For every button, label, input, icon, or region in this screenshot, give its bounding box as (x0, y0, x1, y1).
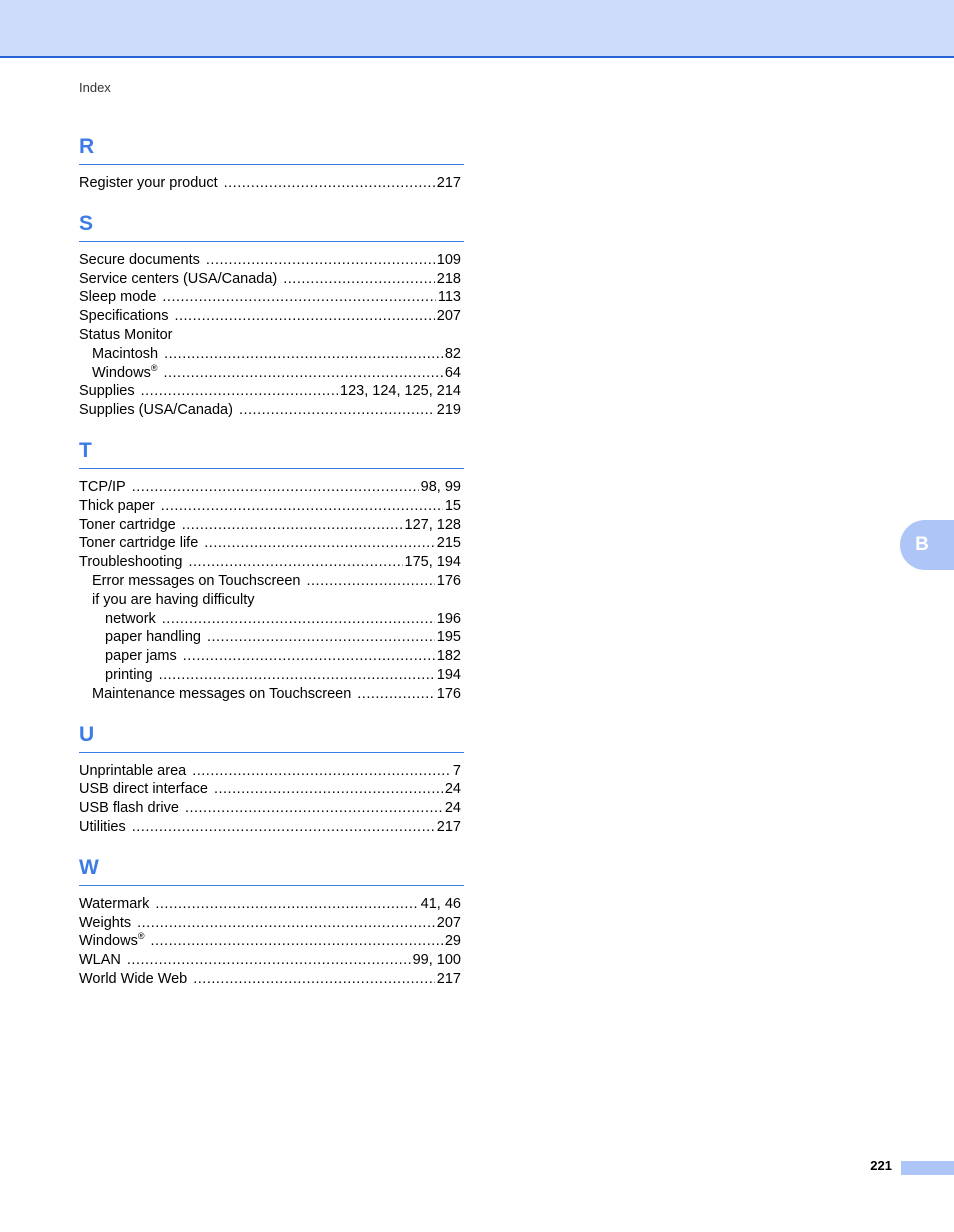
index-section-t (79, 438, 464, 704)
chapter-tab[interactable]: B (900, 520, 954, 570)
index-entry[interactable] (79, 647, 461, 666)
entry-pages[interactable]: 109 (436, 251, 461, 268)
entry-pages[interactable]: 182 (436, 648, 461, 665)
entry-pages[interactable]: 123, 124, 125, 214 (340, 383, 461, 400)
dot-leader (132, 478, 419, 497)
entry-term-text: network (105, 610, 156, 627)
entry-term-text: Weights (79, 914, 132, 931)
entry-pages[interactable]: 64 (444, 364, 461, 381)
dot-leader (155, 895, 418, 914)
entry-term-text: TCP/IP (79, 478, 126, 495)
dot-leader (164, 345, 443, 364)
index-entry[interactable] (79, 251, 461, 270)
index-entry[interactable] (79, 628, 461, 647)
index-entry[interactable] (79, 799, 461, 818)
index-entry[interactable] (79, 780, 461, 799)
entry-term (79, 818, 126, 837)
entry-pages[interactable]: 175, 194 (404, 554, 461, 571)
entry-term-text: Maintenance messages on Touchscreen (92, 685, 352, 702)
dot-leader (161, 497, 443, 516)
entry-term (79, 799, 179, 818)
dot-leader (193, 970, 435, 989)
index-entry[interactable] (79, 516, 461, 535)
dot-leader (163, 364, 442, 383)
entry-pages[interactable]: 24 (444, 800, 461, 817)
index-entry[interactable] (79, 666, 461, 685)
entry-term-text: World Wide Web (79, 970, 188, 987)
index-entry[interactable] (79, 970, 461, 989)
index-entry[interactable] (79, 572, 461, 591)
index-entry[interactable] (79, 553, 461, 572)
entry-term (79, 174, 218, 193)
entry-pages[interactable]: 113 (437, 289, 461, 306)
index-entry[interactable] (79, 534, 461, 553)
entry-pages[interactable]: 15 (444, 497, 461, 514)
entry-term (92, 591, 255, 610)
entry-term (92, 572, 300, 591)
entry-pages[interactable]: 217 (436, 970, 461, 987)
page-number: 221 (870, 1158, 892, 1173)
entry-term (79, 762, 186, 781)
index-entry[interactable] (79, 270, 461, 289)
index-entry[interactable] (79, 364, 461, 383)
entry-pages[interactable]: 176 (436, 685, 461, 702)
entry-pages[interactable]: 24 (444, 781, 461, 798)
dot-leader (283, 270, 435, 289)
entry-term (79, 914, 131, 933)
dot-leader (204, 534, 435, 553)
dot-leader (192, 762, 451, 781)
entry-pages[interactable]: 99, 100 (412, 952, 461, 969)
entry-term-text: printing (105, 666, 153, 683)
entry-pages[interactable]: 98, 99 (420, 478, 461, 495)
entry-term-text: Macintosh (92, 345, 159, 362)
section-letter-heading: W (79, 855, 464, 886)
dot-leader (141, 382, 338, 401)
entry-pages[interactable]: 7 (452, 762, 461, 779)
dot-leader (174, 307, 434, 326)
entry-term (79, 970, 187, 989)
index-entry[interactable] (79, 478, 461, 497)
dot-leader (183, 647, 435, 666)
dot-leader (132, 818, 435, 837)
entry-term (79, 382, 135, 401)
index-entry[interactable] (79, 610, 461, 629)
entry-term-text: Troubleshooting (79, 554, 183, 571)
entry-pages[interactable]: 217 (436, 818, 461, 835)
dot-leader (214, 780, 443, 799)
dot-leader (182, 516, 403, 535)
entry-term (79, 895, 149, 914)
entry-term (92, 364, 157, 383)
entry-term-text: Error messages on Touchscreen (92, 572, 301, 589)
entry-term (79, 553, 182, 572)
entry-term-text: USB flash drive (79, 800, 179, 817)
index-entry[interactable] (79, 288, 461, 307)
entry-term (105, 666, 153, 685)
entry-term (79, 401, 233, 420)
entry-pages[interactable]: 195 (436, 629, 461, 646)
index-column (79, 134, 464, 1007)
dot-leader (357, 685, 435, 704)
entry-term (79, 951, 121, 970)
entry-term (79, 780, 208, 799)
section-letter-heading: R (79, 134, 464, 165)
entry-term-text: Toner cartridge life (79, 535, 199, 552)
entry-pages[interactable]: 219 (436, 402, 461, 419)
entry-list (79, 469, 464, 704)
entry-term (92, 345, 158, 364)
entry-term-text: paper jams (105, 648, 177, 665)
entry-pages[interactable]: 218 (436, 270, 461, 287)
dot-leader (306, 572, 434, 591)
entry-term-text: Supplies (79, 383, 135, 400)
dot-leader (137, 914, 435, 933)
entry-term (105, 628, 201, 647)
entry-pages[interactable]: 217 (436, 175, 461, 191)
registered-mark: ® (137, 931, 145, 942)
entry-term (79, 478, 126, 497)
entry-pages[interactable]: 207 (436, 914, 461, 931)
entry-list (79, 886, 464, 989)
entry-list (79, 753, 464, 837)
entry-term (79, 270, 277, 289)
dot-leader (188, 553, 402, 572)
entry-term-text: Supplies (USA/Canada) (79, 402, 233, 419)
entry-term (79, 326, 173, 345)
entry-pages[interactable]: 196 (436, 610, 461, 627)
index-entry[interactable] (79, 818, 461, 837)
index-entry[interactable] (79, 326, 461, 345)
index-entry[interactable] (79, 401, 461, 420)
index-section-s (79, 211, 464, 420)
entry-term-text: USB direct interface (79, 781, 208, 798)
entry-term-text: Status Monitor (79, 326, 173, 343)
page-number-bar (901, 1161, 954, 1175)
section-letter-heading: T (79, 438, 464, 469)
index-entry[interactable] (79, 914, 461, 933)
index-entry[interactable] (79, 382, 461, 401)
entry-term-text: Windows (79, 933, 138, 950)
dot-leader (127, 951, 411, 970)
index-entry[interactable] (79, 307, 461, 326)
entry-pages[interactable]: 215 (436, 535, 461, 552)
entry-term-text: Unprintable area (79, 762, 187, 779)
index-entry[interactable] (79, 932, 461, 951)
entry-pages[interactable]: 194 (436, 666, 461, 683)
entry-term (79, 251, 200, 270)
entry-term-text: Thick paper (79, 497, 155, 514)
entry-term-text: Toner cartridge (79, 516, 176, 533)
entry-term (79, 534, 198, 553)
index-entry[interactable] (79, 174, 461, 193)
index-entry[interactable] (79, 591, 461, 610)
running-header: Index (79, 80, 111, 95)
entry-pages[interactable]: 176 (436, 572, 461, 589)
entry-term (105, 647, 177, 666)
entry-term-text: Secure documents (79, 251, 200, 268)
entry-term-text: if you are having difficulty (92, 591, 255, 608)
index-entry[interactable] (79, 762, 461, 781)
section-letter-heading: S (79, 211, 464, 242)
entry-term-text: Specifications (79, 308, 169, 325)
dot-leader (185, 799, 443, 818)
entry-term (79, 288, 156, 307)
entry-term-text: Service centers (USA/Canada) (79, 270, 278, 287)
top-header-band (0, 0, 954, 58)
index-entry[interactable] (79, 497, 461, 516)
entry-pages[interactable]: 29 (444, 933, 461, 950)
registered-mark: ® (150, 362, 158, 373)
entry-term (92, 685, 351, 704)
entry-term (79, 497, 155, 516)
dot-leader (207, 628, 435, 647)
index-section-u (79, 722, 464, 837)
index-section-r (79, 134, 464, 193)
entry-term (105, 610, 156, 629)
entry-pages[interactable]: 207 (436, 308, 461, 325)
index-entry[interactable] (79, 685, 461, 704)
entry-term (79, 932, 144, 951)
entry-term-text: Sleep mode (79, 289, 157, 306)
entry-pages[interactable]: 127, 128 (404, 516, 461, 533)
dot-leader (162, 288, 435, 307)
entry-term-text: WLAN (79, 952, 121, 969)
dot-leader (206, 251, 435, 270)
index-entry[interactable] (79, 895, 461, 914)
entry-list (79, 242, 464, 420)
dot-leader (159, 666, 435, 685)
dot-leader (150, 932, 442, 951)
entry-list (79, 165, 464, 193)
entry-term-text: Utilities (79, 818, 126, 835)
index-entry[interactable] (79, 951, 461, 970)
section-letter-heading: U (79, 722, 464, 753)
dot-leader (224, 174, 435, 193)
dot-leader (162, 610, 435, 629)
entry-term-text: paper handling (105, 629, 201, 646)
entry-pages[interactable]: 82 (444, 345, 461, 362)
dot-leader (239, 401, 435, 420)
entry-term (79, 307, 168, 326)
index-entry[interactable] (79, 345, 461, 364)
entry-term-text: Register your product (79, 175, 218, 191)
entry-term-text: Windows (92, 364, 151, 381)
entry-term-text: Watermark (79, 895, 150, 912)
entry-pages[interactable]: 41, 46 (420, 895, 461, 912)
entry-term (79, 516, 176, 535)
index-section-w (79, 855, 464, 989)
